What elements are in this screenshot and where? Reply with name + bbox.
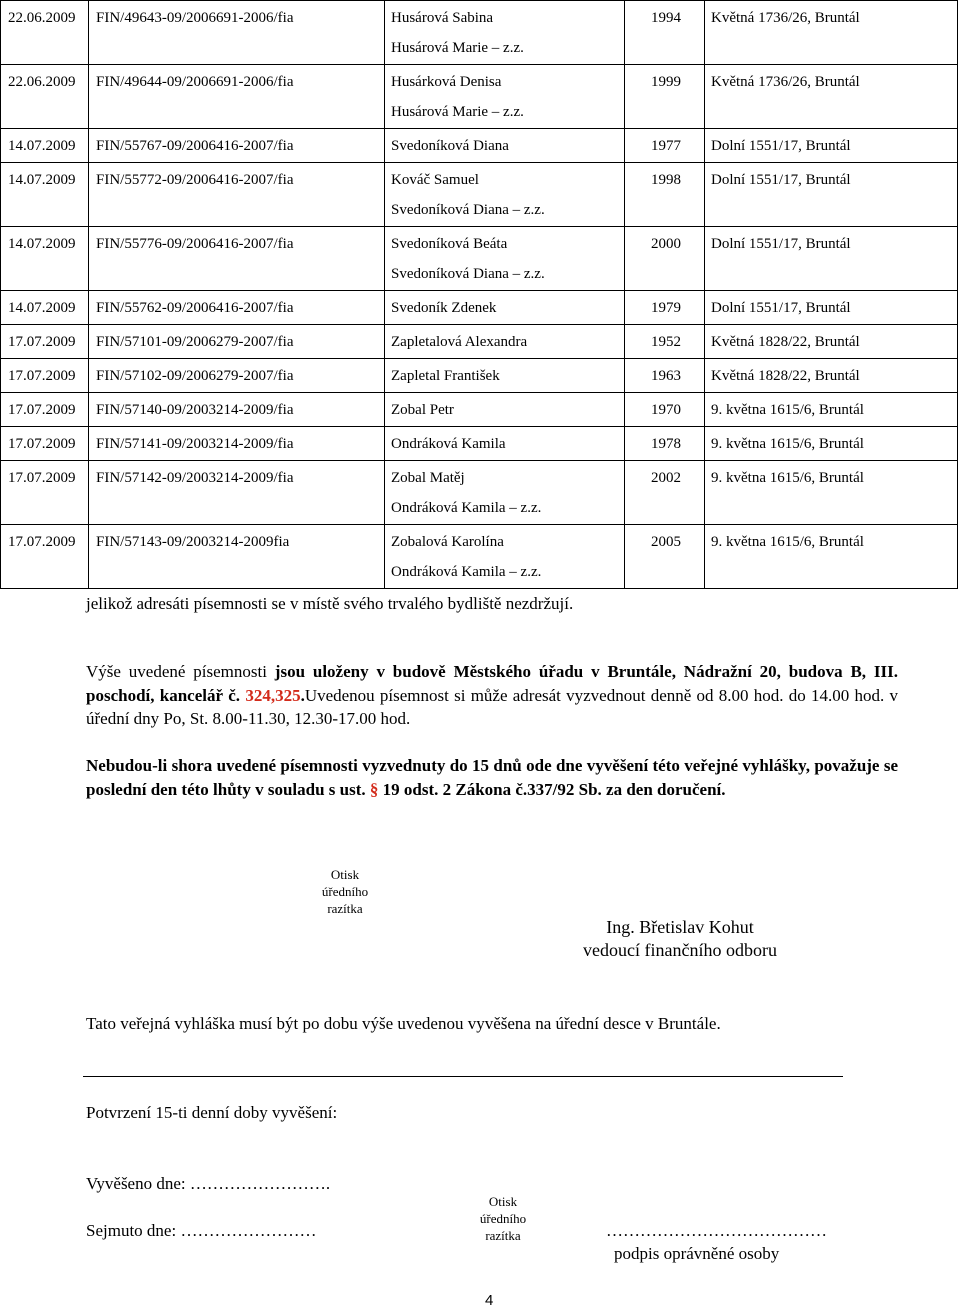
- storage-location: jsou uloženy v budově Městského úřadu v Bruntále, Nádražní 20, budova B, III. poschodí, kancelář č.: [86, 662, 898, 705]
- date-text: 17.07.2009: [8, 534, 76, 550]
- addressee-name: Ondráková Kamila: [391, 436, 506, 452]
- date-text: 14.07.2009: [8, 300, 76, 316]
- names-cell: [385, 393, 625, 427]
- birth-year-cell: [625, 427, 705, 461]
- address-text: Dolní 1551/17, Bruntál: [711, 300, 851, 316]
- addressee-name: Zobal Petr: [391, 402, 454, 418]
- addressee-name: Husárová Sabina: [391, 10, 494, 26]
- birth-year-text: 2005: [651, 534, 681, 550]
- birth-year-cell: [625, 65, 705, 129]
- deadline-paragraph: [86, 754, 898, 801]
- date-cell: [1, 359, 89, 393]
- legal-representative: Husárová Marie – z.z.: [391, 40, 524, 56]
- addressee-name: Zapletal František: [391, 368, 500, 384]
- office-numbers: 324,325: [245, 685, 301, 705]
- separator-line: [83, 1076, 843, 1077]
- birth-year-cell: [625, 1, 705, 65]
- reference-text: FIN/57140-09/2003214-2009/fia: [96, 402, 294, 418]
- reference-text: FIN/57142-09/2003214-2009/fia: [96, 470, 294, 486]
- legal-representative: Ondráková Kamila – z.z.: [391, 500, 542, 516]
- birth-year-text: 1994: [651, 10, 681, 26]
- names-cell: [385, 291, 625, 325]
- signature-dots: …………………………………: [606, 1221, 827, 1240]
- address-cell: [705, 227, 958, 291]
- address-text: 9. května 1615/6, Bruntál: [711, 402, 864, 418]
- birth-year-text: 1970: [651, 402, 681, 418]
- address-text: 9. května 1615/6, Bruntál: [711, 534, 864, 550]
- date-text: 17.07.2009: [8, 334, 76, 350]
- address-text: Květná 1828/22, Bruntál: [711, 368, 860, 384]
- table-row: [1, 525, 958, 589]
- birth-year-text: 1999: [651, 74, 681, 90]
- reference-cell: [89, 1, 385, 65]
- address-cell: [705, 359, 958, 393]
- addressee-name: Kováč Samuel: [391, 172, 479, 188]
- signature-block: [560, 916, 800, 962]
- table-row: [1, 427, 958, 461]
- address-cell: [705, 291, 958, 325]
- reference-text: FIN/57102-09/2006279-2007/fia: [96, 368, 294, 384]
- reference-cell: [89, 129, 385, 163]
- reference-cell: [89, 461, 385, 525]
- date-text: 14.07.2009: [8, 236, 76, 252]
- reference-cell: [89, 325, 385, 359]
- reason-text: jelikož adresáti písemnosti se v místě svého trvalého bydliště nezdržují.: [86, 594, 574, 613]
- addressee-name: Svedoníková Diana: [391, 138, 509, 154]
- reference-text: FIN/49644-09/2006691-2006/fia: [96, 74, 294, 90]
- address-cell: [705, 427, 958, 461]
- date-cell: [1, 163, 89, 227]
- date-text: 17.07.2009: [8, 436, 76, 452]
- stamp-placeholder-2: [458, 1193, 548, 1244]
- names-cell: [385, 227, 625, 291]
- date-cell: [1, 461, 89, 525]
- address-text: Květná 1736/26, Bruntál: [711, 74, 860, 90]
- page-number: 4: [485, 1292, 494, 1309]
- names-cell: [385, 129, 625, 163]
- address-text: 9. května 1615/6, Bruntál: [711, 470, 864, 486]
- address-text: Květná 1828/22, Bruntál: [711, 334, 860, 350]
- table-row: [1, 461, 958, 525]
- addressee-name: Svedoník Zdenek: [391, 300, 497, 316]
- storage-intro: Výše uvedené písemnosti: [86, 662, 275, 681]
- stamp1-line3: razítka: [327, 901, 363, 916]
- date-text: 14.07.2009: [8, 138, 76, 154]
- date-text: 22.06.2009: [8, 74, 76, 90]
- birth-year-text: 2000: [651, 236, 681, 252]
- legal-representative: Husárová Marie – z.z.: [391, 104, 524, 120]
- addressee-name: Zobalová Karolína: [391, 534, 504, 550]
- reference-text: FIN/55772-09/2006416-2007/fia: [96, 172, 294, 188]
- legal-representative: Svedoníková Diana – z.z.: [391, 266, 545, 282]
- addressee-name: Zapletalová Alexandra: [391, 334, 528, 350]
- table-row: [1, 291, 958, 325]
- names-cell: [385, 461, 625, 525]
- birth-year-cell: [625, 359, 705, 393]
- birth-year-text: 1977: [651, 138, 681, 154]
- address-cell: [705, 1, 958, 65]
- birth-year-cell: [625, 525, 705, 589]
- birth-year-cell: [625, 461, 705, 525]
- reference-text: FIN/55762-09/2006416-2007/fia: [96, 300, 294, 316]
- birth-year-text: 1952: [651, 334, 681, 350]
- reference-text: FIN/57141-09/2003214-2009/fia: [96, 436, 294, 452]
- reference-text: FIN/55776-09/2006416-2007/fia: [96, 236, 294, 252]
- stamp2-line1: Otisk: [488, 1194, 518, 1209]
- birth-year-cell: [625, 393, 705, 427]
- table-row: [1, 65, 958, 129]
- date-text: 17.07.2009: [8, 470, 76, 486]
- birth-year-text: 1979: [651, 300, 681, 316]
- birth-year-cell: [625, 325, 705, 359]
- addressee-name: Svedoníková Beáta: [391, 236, 508, 252]
- signatory-name: Ing. Břetislav Kohut: [606, 917, 754, 937]
- addressee-name: Zobal Matěj: [391, 470, 465, 486]
- address-text: 9. května 1615/6, Bruntál: [711, 436, 864, 452]
- reference-cell: [89, 525, 385, 589]
- address-text: Dolní 1551/17, Bruntál: [711, 172, 851, 188]
- date-text: 22.06.2009: [8, 10, 76, 26]
- address-cell: [705, 525, 958, 589]
- address-cell: [705, 325, 958, 359]
- signatory-role: vedoucí finančního odboru: [583, 940, 777, 960]
- signature-label: podpis oprávněné osoby: [614, 1244, 780, 1263]
- address-cell: [705, 393, 958, 427]
- stamp1-line2: úředního: [321, 884, 369, 899]
- names-cell: [385, 325, 625, 359]
- reference-cell: [89, 163, 385, 227]
- reference-text: FIN/49643-09/2006691-2006/fia: [96, 10, 294, 26]
- storage-dot: .: [300, 685, 305, 705]
- date-cell: [1, 525, 89, 589]
- date-text: 17.07.2009: [8, 368, 76, 384]
- address-cell: [705, 163, 958, 227]
- address-text: Dolní 1551/17, Bruntál: [711, 236, 851, 252]
- reference-cell: [89, 227, 385, 291]
- table-row: [1, 393, 958, 427]
- date-cell: [1, 291, 89, 325]
- reference-cell: [89, 291, 385, 325]
- reference-cell: [89, 393, 385, 427]
- names-cell: [385, 1, 625, 65]
- stamp2-line2: úředního: [479, 1211, 527, 1226]
- stamp2-line3: razítka: [485, 1228, 521, 1243]
- removed-field: Sejmuto dne: ……………………: [86, 1221, 317, 1240]
- authorized-signature: [606, 1219, 827, 1265]
- address-cell: [705, 129, 958, 163]
- names-cell: [385, 359, 625, 393]
- table-row: [1, 359, 958, 393]
- legal-representative: Ondráková Kamila – z.z.: [391, 564, 542, 580]
- stamp-placeholder-1: [300, 866, 390, 917]
- section-symbol: §: [369, 779, 379, 799]
- birth-year-text: 1998: [651, 172, 681, 188]
- storage-paragraph: [86, 660, 898, 731]
- pickup-hours: Uvedenou písemnost si může adresát vyzvednout denně od 8.00 hod. do 14.00 hod. v úřední dny Po, St. 8.00-11.30, 12.30-17.00 hod.: [86, 685, 899, 728]
- table-row: [1, 227, 958, 291]
- names-cell: [385, 427, 625, 461]
- posted-field: Vyvěšeno dne: …………………….: [86, 1174, 331, 1193]
- names-cell: [385, 525, 625, 589]
- birth-year-cell: [625, 291, 705, 325]
- reference-cell: [89, 359, 385, 393]
- decision-table: [0, 0, 958, 589]
- table-row: [1, 325, 958, 359]
- date-cell: [1, 393, 89, 427]
- deadline-part1: Nebudou-li shora uvedené písemnosti vyzvednuty do 15 dnů ode dne vyvěšení této veřejné vyhlášky, považuje se poslední den této lhůty v souladu s ust.: [86, 756, 898, 799]
- birth-year-text: 2002: [651, 470, 681, 486]
- table-row: [1, 129, 958, 163]
- address-text: Květná 1736/26, Bruntál: [711, 10, 860, 26]
- deadline-part2: 19 odst. 2 Zákona č.337/92 Sb. za den doručení.: [378, 779, 726, 799]
- reference-text: FIN/57143-09/2003214-2009fia: [96, 534, 290, 550]
- confirm-label: Potvrzení 15-ti denní doby vyvěšení:: [86, 1103, 338, 1122]
- stamp1-line1: Otisk: [330, 867, 360, 882]
- reference-text: FIN/57101-09/2006279-2007/fia: [96, 334, 294, 350]
- date-text: 14.07.2009: [8, 172, 76, 188]
- birth-year-text: 1978: [651, 436, 681, 452]
- table-row: [1, 1, 958, 65]
- birth-year-cell: [625, 163, 705, 227]
- birth-year-text: 1963: [651, 368, 681, 384]
- notice-text: Tato veřejná vyhláška musí být po dobu výše uvedenou vyvěšena na úřední desce v Bruntále.: [86, 1014, 721, 1033]
- address-text: Dolní 1551/17, Bruntál: [711, 138, 851, 154]
- addressee-name: Husárková Denisa: [391, 74, 502, 90]
- birth-year-cell: [625, 227, 705, 291]
- birth-year-cell: [625, 129, 705, 163]
- date-text: 17.07.2009: [8, 402, 76, 418]
- address-cell: [705, 65, 958, 129]
- date-cell: [1, 325, 89, 359]
- reference-cell: [89, 427, 385, 461]
- reference-text: FIN/55767-09/2006416-2007/fia: [96, 138, 294, 154]
- names-cell: [385, 163, 625, 227]
- legal-representative: Svedoníková Diana – z.z.: [391, 202, 545, 218]
- date-cell: [1, 1, 89, 65]
- reference-cell: [89, 65, 385, 129]
- address-cell: [705, 461, 958, 525]
- date-cell: [1, 227, 89, 291]
- date-cell: [1, 427, 89, 461]
- date-cell: [1, 129, 89, 163]
- table-row: [1, 163, 958, 227]
- date-cell: [1, 65, 89, 129]
- names-cell: [385, 65, 625, 129]
